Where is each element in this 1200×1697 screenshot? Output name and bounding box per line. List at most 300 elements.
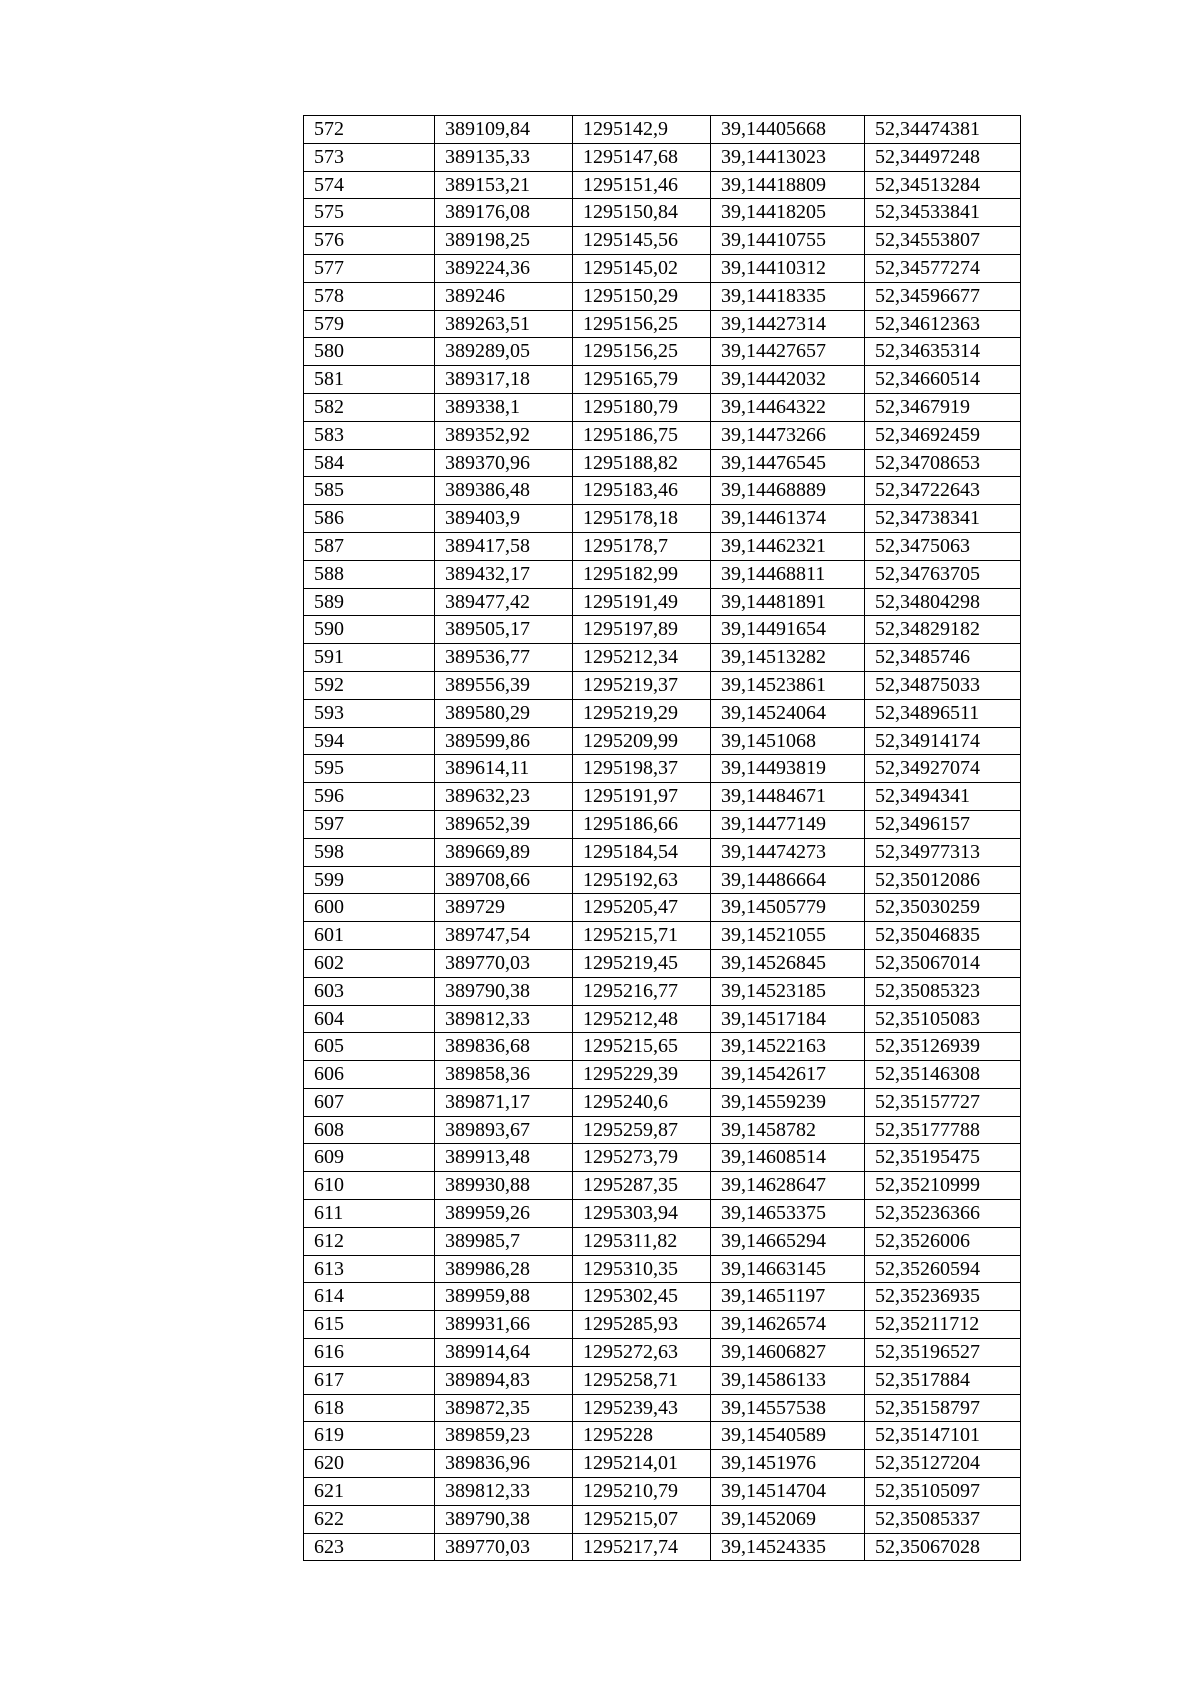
x-coordinate-cell: 389913,48 bbox=[435, 1144, 573, 1172]
x-coordinate-cell: 389135,33 bbox=[435, 143, 573, 171]
x-coordinate-cell: 389790,38 bbox=[435, 977, 573, 1005]
table-row bbox=[304, 1283, 1021, 1311]
point-number-cell: 588 bbox=[304, 560, 435, 588]
table-row bbox=[304, 227, 1021, 255]
x-coordinate-cell: 389403,9 bbox=[435, 505, 573, 533]
x-coordinate-cell: 389959,26 bbox=[435, 1200, 573, 1228]
x-coordinate-cell: 389959,88 bbox=[435, 1283, 573, 1311]
longitude-cell: 52,35067028 bbox=[865, 1533, 1021, 1561]
latitude-cell: 39,1452069 bbox=[711, 1505, 865, 1533]
longitude-cell: 52,34927074 bbox=[865, 755, 1021, 783]
latitude-cell: 39,14410755 bbox=[711, 227, 865, 255]
x-coordinate-cell: 389812,33 bbox=[435, 1478, 573, 1506]
latitude-cell: 39,14418809 bbox=[711, 171, 865, 199]
longitude-cell: 52,34660514 bbox=[865, 366, 1021, 394]
longitude-cell: 52,35105097 bbox=[865, 1478, 1021, 1506]
table-row bbox=[304, 1422, 1021, 1450]
y-coordinate-cell: 1295145,02 bbox=[573, 254, 711, 282]
latitude-cell: 39,14468889 bbox=[711, 477, 865, 505]
point-number-cell: 583 bbox=[304, 421, 435, 449]
latitude-cell: 39,14522163 bbox=[711, 1033, 865, 1061]
table-row bbox=[304, 755, 1021, 783]
longitude-cell: 52,35105083 bbox=[865, 1005, 1021, 1033]
coordinates-table-body bbox=[304, 116, 1021, 1561]
x-coordinate-cell: 389224,36 bbox=[435, 254, 573, 282]
x-coordinate-cell: 389930,88 bbox=[435, 1172, 573, 1200]
y-coordinate-cell: 1295156,25 bbox=[573, 338, 711, 366]
y-coordinate-cell: 1295212,34 bbox=[573, 644, 711, 672]
longitude-cell: 52,34914174 bbox=[865, 727, 1021, 755]
point-number-cell: 578 bbox=[304, 282, 435, 310]
y-coordinate-cell: 1295180,79 bbox=[573, 393, 711, 421]
table-row bbox=[304, 1061, 1021, 1089]
latitude-cell: 39,14653375 bbox=[711, 1200, 865, 1228]
x-coordinate-cell: 389986,28 bbox=[435, 1255, 573, 1283]
table-row bbox=[304, 977, 1021, 1005]
y-coordinate-cell: 1295219,37 bbox=[573, 671, 711, 699]
latitude-cell: 39,14526845 bbox=[711, 949, 865, 977]
longitude-cell: 52,34977313 bbox=[865, 838, 1021, 866]
x-coordinate-cell: 389580,29 bbox=[435, 699, 573, 727]
table-row bbox=[304, 616, 1021, 644]
y-coordinate-cell: 1295188,82 bbox=[573, 449, 711, 477]
longitude-cell: 52,35127204 bbox=[865, 1450, 1021, 1478]
table-row bbox=[304, 1033, 1021, 1061]
y-coordinate-cell: 1295210,79 bbox=[573, 1478, 711, 1506]
y-coordinate-cell: 1295285,93 bbox=[573, 1311, 711, 1339]
table-row bbox=[304, 894, 1021, 922]
point-number-cell: 591 bbox=[304, 644, 435, 672]
y-coordinate-cell: 1295287,35 bbox=[573, 1172, 711, 1200]
table-row bbox=[304, 1227, 1021, 1255]
x-coordinate-cell: 389790,38 bbox=[435, 1505, 573, 1533]
table-row bbox=[304, 810, 1021, 838]
latitude-cell: 39,14477149 bbox=[711, 810, 865, 838]
table-row bbox=[304, 671, 1021, 699]
table-row bbox=[304, 199, 1021, 227]
longitude-cell: 52,34763705 bbox=[865, 560, 1021, 588]
x-coordinate-cell: 389614,11 bbox=[435, 755, 573, 783]
x-coordinate-cell: 389386,48 bbox=[435, 477, 573, 505]
x-coordinate-cell: 389477,42 bbox=[435, 588, 573, 616]
table-row bbox=[304, 1144, 1021, 1172]
y-coordinate-cell: 1295215,65 bbox=[573, 1033, 711, 1061]
longitude-cell: 52,34612363 bbox=[865, 310, 1021, 338]
y-coordinate-cell: 1295191,49 bbox=[573, 588, 711, 616]
point-number-cell: 581 bbox=[304, 366, 435, 394]
longitude-cell: 52,3494341 bbox=[865, 783, 1021, 811]
longitude-cell: 52,34497248 bbox=[865, 143, 1021, 171]
longitude-cell: 52,35085323 bbox=[865, 977, 1021, 1005]
x-coordinate-cell: 389770,03 bbox=[435, 1533, 573, 1561]
longitude-cell: 52,34722643 bbox=[865, 477, 1021, 505]
longitude-cell: 52,3496157 bbox=[865, 810, 1021, 838]
point-number-cell: 610 bbox=[304, 1172, 435, 1200]
y-coordinate-cell: 1295183,46 bbox=[573, 477, 711, 505]
table-row bbox=[304, 171, 1021, 199]
table-row bbox=[304, 477, 1021, 505]
y-coordinate-cell: 1295259,87 bbox=[573, 1116, 711, 1144]
table-row bbox=[304, 143, 1021, 171]
y-coordinate-cell: 1295258,71 bbox=[573, 1366, 711, 1394]
y-coordinate-cell: 1295219,29 bbox=[573, 699, 711, 727]
longitude-cell: 52,35126939 bbox=[865, 1033, 1021, 1061]
point-number-cell: 609 bbox=[304, 1144, 435, 1172]
x-coordinate-cell: 389747,54 bbox=[435, 922, 573, 950]
longitude-cell: 52,35260594 bbox=[865, 1255, 1021, 1283]
x-coordinate-cell: 389770,03 bbox=[435, 949, 573, 977]
latitude-cell: 39,14474273 bbox=[711, 838, 865, 866]
point-number-cell: 619 bbox=[304, 1422, 435, 1450]
longitude-cell: 52,35067014 bbox=[865, 949, 1021, 977]
point-number-cell: 604 bbox=[304, 1005, 435, 1033]
point-number-cell: 592 bbox=[304, 671, 435, 699]
latitude-cell: 39,14468811 bbox=[711, 560, 865, 588]
x-coordinate-cell: 389931,66 bbox=[435, 1311, 573, 1339]
latitude-cell: 39,14493819 bbox=[711, 755, 865, 783]
table-row bbox=[304, 838, 1021, 866]
y-coordinate-cell: 1295178,18 bbox=[573, 505, 711, 533]
longitude-cell: 52,34829182 bbox=[865, 616, 1021, 644]
latitude-cell: 39,14461374 bbox=[711, 505, 865, 533]
latitude-cell: 39,14464322 bbox=[711, 393, 865, 421]
point-number-cell: 579 bbox=[304, 310, 435, 338]
longitude-cell: 52,35146308 bbox=[865, 1061, 1021, 1089]
table-row bbox=[304, 505, 1021, 533]
longitude-cell: 52,35177788 bbox=[865, 1116, 1021, 1144]
y-coordinate-cell: 1295272,63 bbox=[573, 1339, 711, 1367]
point-number-cell: 587 bbox=[304, 532, 435, 560]
point-number-cell: 622 bbox=[304, 1505, 435, 1533]
point-number-cell: 623 bbox=[304, 1533, 435, 1561]
y-coordinate-cell: 1295215,71 bbox=[573, 922, 711, 950]
table-row bbox=[304, 532, 1021, 560]
latitude-cell: 39,14476545 bbox=[711, 449, 865, 477]
latitude-cell: 39,14413023 bbox=[711, 143, 865, 171]
table-row bbox=[304, 449, 1021, 477]
point-number-cell: 589 bbox=[304, 588, 435, 616]
point-number-cell: 595 bbox=[304, 755, 435, 783]
point-number-cell: 590 bbox=[304, 616, 435, 644]
x-coordinate-cell: 389246 bbox=[435, 282, 573, 310]
x-coordinate-cell: 389317,18 bbox=[435, 366, 573, 394]
x-coordinate-cell: 389198,25 bbox=[435, 227, 573, 255]
latitude-cell: 39,14517184 bbox=[711, 1005, 865, 1033]
y-coordinate-cell: 1295217,74 bbox=[573, 1533, 711, 1561]
point-number-cell: 584 bbox=[304, 449, 435, 477]
point-number-cell: 620 bbox=[304, 1450, 435, 1478]
latitude-cell: 39,1451068 bbox=[711, 727, 865, 755]
table-row bbox=[304, 1200, 1021, 1228]
longitude-cell: 52,34533841 bbox=[865, 199, 1021, 227]
x-coordinate-cell: 389871,17 bbox=[435, 1088, 573, 1116]
x-coordinate-cell: 389708,66 bbox=[435, 866, 573, 894]
latitude-cell: 39,1451976 bbox=[711, 1450, 865, 1478]
point-number-cell: 573 bbox=[304, 143, 435, 171]
longitude-cell: 52,35012086 bbox=[865, 866, 1021, 894]
longitude-cell: 52,34708653 bbox=[865, 449, 1021, 477]
longitude-cell: 52,35157727 bbox=[865, 1088, 1021, 1116]
table-row bbox=[304, 1366, 1021, 1394]
point-number-cell: 598 bbox=[304, 838, 435, 866]
x-coordinate-cell: 389536,77 bbox=[435, 644, 573, 672]
longitude-cell: 52,35196527 bbox=[865, 1339, 1021, 1367]
latitude-cell: 39,14481891 bbox=[711, 588, 865, 616]
y-coordinate-cell: 1295145,56 bbox=[573, 227, 711, 255]
table-row bbox=[304, 1394, 1021, 1422]
table-row bbox=[304, 1116, 1021, 1144]
x-coordinate-cell: 389859,23 bbox=[435, 1422, 573, 1450]
latitude-cell: 39,14514704 bbox=[711, 1478, 865, 1506]
point-number-cell: 608 bbox=[304, 1116, 435, 1144]
y-coordinate-cell: 1295178,7 bbox=[573, 532, 711, 560]
latitude-cell: 39,14521055 bbox=[711, 922, 865, 950]
y-coordinate-cell: 1295219,45 bbox=[573, 949, 711, 977]
table-row bbox=[304, 366, 1021, 394]
table-row bbox=[304, 338, 1021, 366]
point-number-cell: 600 bbox=[304, 894, 435, 922]
table-row bbox=[304, 421, 1021, 449]
latitude-cell: 39,14427657 bbox=[711, 338, 865, 366]
y-coordinate-cell: 1295147,68 bbox=[573, 143, 711, 171]
y-coordinate-cell: 1295156,25 bbox=[573, 310, 711, 338]
point-number-cell: 603 bbox=[304, 977, 435, 1005]
x-coordinate-cell: 389289,05 bbox=[435, 338, 573, 366]
x-coordinate-cell: 389872,35 bbox=[435, 1394, 573, 1422]
x-coordinate-cell: 389893,67 bbox=[435, 1116, 573, 1144]
table-row bbox=[304, 949, 1021, 977]
table-row bbox=[304, 699, 1021, 727]
x-coordinate-cell: 389812,33 bbox=[435, 1005, 573, 1033]
y-coordinate-cell: 1295240,6 bbox=[573, 1088, 711, 1116]
latitude-cell: 39,14427314 bbox=[711, 310, 865, 338]
table-row bbox=[304, 644, 1021, 672]
latitude-cell: 39,14559239 bbox=[711, 1088, 865, 1116]
x-coordinate-cell: 389858,36 bbox=[435, 1061, 573, 1089]
table-row bbox=[304, 1172, 1021, 1200]
latitude-cell: 39,14486664 bbox=[711, 866, 865, 894]
point-number-cell: 575 bbox=[304, 199, 435, 227]
x-coordinate-cell: 389505,17 bbox=[435, 616, 573, 644]
table-row bbox=[304, 1533, 1021, 1561]
y-coordinate-cell: 1295186,66 bbox=[573, 810, 711, 838]
latitude-cell: 39,14410312 bbox=[711, 254, 865, 282]
y-coordinate-cell: 1295216,77 bbox=[573, 977, 711, 1005]
longitude-cell: 52,35147101 bbox=[865, 1422, 1021, 1450]
latitude-cell: 39,14606827 bbox=[711, 1339, 865, 1367]
y-coordinate-cell: 1295151,46 bbox=[573, 171, 711, 199]
x-coordinate-cell: 389432,17 bbox=[435, 560, 573, 588]
latitude-cell: 39,14462321 bbox=[711, 532, 865, 560]
point-number-cell: 574 bbox=[304, 171, 435, 199]
x-coordinate-cell: 389599,86 bbox=[435, 727, 573, 755]
point-number-cell: 618 bbox=[304, 1394, 435, 1422]
latitude-cell: 39,14523185 bbox=[711, 977, 865, 1005]
table-row bbox=[304, 1255, 1021, 1283]
y-coordinate-cell: 1295310,35 bbox=[573, 1255, 711, 1283]
y-coordinate-cell: 1295184,54 bbox=[573, 838, 711, 866]
latitude-cell: 39,14442032 bbox=[711, 366, 865, 394]
latitude-cell: 39,14473266 bbox=[711, 421, 865, 449]
point-number-cell: 605 bbox=[304, 1033, 435, 1061]
point-number-cell: 602 bbox=[304, 949, 435, 977]
y-coordinate-cell: 1295142,9 bbox=[573, 116, 711, 144]
point-number-cell: 617 bbox=[304, 1366, 435, 1394]
table-row bbox=[304, 783, 1021, 811]
point-number-cell: 599 bbox=[304, 866, 435, 894]
y-coordinate-cell: 1295165,79 bbox=[573, 366, 711, 394]
table-row bbox=[304, 1005, 1021, 1033]
y-coordinate-cell: 1295191,97 bbox=[573, 783, 711, 811]
longitude-cell: 52,34596677 bbox=[865, 282, 1021, 310]
longitude-cell: 52,34738341 bbox=[865, 505, 1021, 533]
table-row bbox=[304, 727, 1021, 755]
point-number-cell: 607 bbox=[304, 1088, 435, 1116]
point-number-cell: 621 bbox=[304, 1478, 435, 1506]
point-number-cell: 612 bbox=[304, 1227, 435, 1255]
longitude-cell: 52,35030259 bbox=[865, 894, 1021, 922]
point-number-cell: 580 bbox=[304, 338, 435, 366]
table-row bbox=[304, 922, 1021, 950]
y-coordinate-cell: 1295273,79 bbox=[573, 1144, 711, 1172]
longitude-cell: 52,34553807 bbox=[865, 227, 1021, 255]
table-row bbox=[304, 1339, 1021, 1367]
latitude-cell: 39,14665294 bbox=[711, 1227, 865, 1255]
point-number-cell: 585 bbox=[304, 477, 435, 505]
table-row bbox=[304, 1088, 1021, 1116]
longitude-cell: 52,35236366 bbox=[865, 1200, 1021, 1228]
table-row bbox=[304, 588, 1021, 616]
y-coordinate-cell: 1295311,82 bbox=[573, 1227, 711, 1255]
longitude-cell: 52,34896511 bbox=[865, 699, 1021, 727]
y-coordinate-cell: 1295228 bbox=[573, 1422, 711, 1450]
point-number-cell: 593 bbox=[304, 699, 435, 727]
latitude-cell: 39,14557538 bbox=[711, 1394, 865, 1422]
x-coordinate-cell: 389836,68 bbox=[435, 1033, 573, 1061]
x-coordinate-cell: 389729 bbox=[435, 894, 573, 922]
y-coordinate-cell: 1295182,99 bbox=[573, 560, 711, 588]
table-row bbox=[304, 116, 1021, 144]
table-row bbox=[304, 1505, 1021, 1533]
longitude-cell: 52,34474381 bbox=[865, 116, 1021, 144]
point-number-cell: 572 bbox=[304, 116, 435, 144]
x-coordinate-cell: 389836,96 bbox=[435, 1450, 573, 1478]
longitude-cell: 52,35195475 bbox=[865, 1144, 1021, 1172]
point-number-cell: 616 bbox=[304, 1339, 435, 1367]
x-coordinate-cell: 389153,21 bbox=[435, 171, 573, 199]
latitude-cell: 39,14505779 bbox=[711, 894, 865, 922]
longitude-cell: 52,34875033 bbox=[865, 671, 1021, 699]
table-row bbox=[304, 393, 1021, 421]
x-coordinate-cell: 389338,1 bbox=[435, 393, 573, 421]
point-number-cell: 577 bbox=[304, 254, 435, 282]
latitude-cell: 39,14418335 bbox=[711, 282, 865, 310]
y-coordinate-cell: 1295229,39 bbox=[573, 1061, 711, 1089]
table-row bbox=[304, 310, 1021, 338]
table-row bbox=[304, 560, 1021, 588]
longitude-cell: 52,34635314 bbox=[865, 338, 1021, 366]
longitude-cell: 52,35211712 bbox=[865, 1311, 1021, 1339]
longitude-cell: 52,35236935 bbox=[865, 1283, 1021, 1311]
y-coordinate-cell: 1295302,45 bbox=[573, 1283, 711, 1311]
point-number-cell: 601 bbox=[304, 922, 435, 950]
y-coordinate-cell: 1295214,01 bbox=[573, 1450, 711, 1478]
longitude-cell: 52,3526006 bbox=[865, 1227, 1021, 1255]
x-coordinate-cell: 389352,92 bbox=[435, 421, 573, 449]
x-coordinate-cell: 389985,7 bbox=[435, 1227, 573, 1255]
y-coordinate-cell: 1295303,94 bbox=[573, 1200, 711, 1228]
latitude-cell: 39,14542617 bbox=[711, 1061, 865, 1089]
latitude-cell: 39,14513282 bbox=[711, 644, 865, 672]
longitude-cell: 52,34692459 bbox=[865, 421, 1021, 449]
point-number-cell: 594 bbox=[304, 727, 435, 755]
longitude-cell: 52,35210999 bbox=[865, 1172, 1021, 1200]
point-number-cell: 586 bbox=[304, 505, 435, 533]
x-coordinate-cell: 389263,51 bbox=[435, 310, 573, 338]
longitude-cell: 52,34804298 bbox=[865, 588, 1021, 616]
x-coordinate-cell: 389914,64 bbox=[435, 1339, 573, 1367]
longitude-cell: 52,35085337 bbox=[865, 1505, 1021, 1533]
x-coordinate-cell: 389652,39 bbox=[435, 810, 573, 838]
x-coordinate-cell: 389370,96 bbox=[435, 449, 573, 477]
latitude-cell: 39,14626574 bbox=[711, 1311, 865, 1339]
coordinates-table bbox=[303, 115, 1021, 1561]
point-number-cell: 576 bbox=[304, 227, 435, 255]
x-coordinate-cell: 389109,84 bbox=[435, 116, 573, 144]
point-number-cell: 606 bbox=[304, 1061, 435, 1089]
table-row bbox=[304, 1311, 1021, 1339]
latitude-cell: 39,14608514 bbox=[711, 1144, 865, 1172]
y-coordinate-cell: 1295150,29 bbox=[573, 282, 711, 310]
longitude-cell: 52,34513284 bbox=[865, 171, 1021, 199]
longitude-cell: 52,34577274 bbox=[865, 254, 1021, 282]
latitude-cell: 39,14523861 bbox=[711, 671, 865, 699]
longitude-cell: 52,3485746 bbox=[865, 644, 1021, 672]
latitude-cell: 39,14524064 bbox=[711, 699, 865, 727]
y-coordinate-cell: 1295150,84 bbox=[573, 199, 711, 227]
point-number-cell: 582 bbox=[304, 393, 435, 421]
y-coordinate-cell: 1295209,99 bbox=[573, 727, 711, 755]
table-row bbox=[304, 282, 1021, 310]
longitude-cell: 52,3467919 bbox=[865, 393, 1021, 421]
table-row bbox=[304, 1478, 1021, 1506]
longitude-cell: 52,3517884 bbox=[865, 1366, 1021, 1394]
point-number-cell: 614 bbox=[304, 1283, 435, 1311]
y-coordinate-cell: 1295205,47 bbox=[573, 894, 711, 922]
latitude-cell: 39,14405668 bbox=[711, 116, 865, 144]
latitude-cell: 39,14540589 bbox=[711, 1422, 865, 1450]
y-coordinate-cell: 1295212,48 bbox=[573, 1005, 711, 1033]
x-coordinate-cell: 389417,58 bbox=[435, 532, 573, 560]
x-coordinate-cell: 389176,08 bbox=[435, 199, 573, 227]
x-coordinate-cell: 389632,23 bbox=[435, 783, 573, 811]
latitude-cell: 39,14651197 bbox=[711, 1283, 865, 1311]
y-coordinate-cell: 1295239,43 bbox=[573, 1394, 711, 1422]
latitude-cell: 39,1458782 bbox=[711, 1116, 865, 1144]
y-coordinate-cell: 1295197,89 bbox=[573, 616, 711, 644]
x-coordinate-cell: 389894,83 bbox=[435, 1366, 573, 1394]
table-row bbox=[304, 254, 1021, 282]
y-coordinate-cell: 1295186,75 bbox=[573, 421, 711, 449]
latitude-cell: 39,14628647 bbox=[711, 1172, 865, 1200]
table-row bbox=[304, 866, 1021, 894]
latitude-cell: 39,14484671 bbox=[711, 783, 865, 811]
y-coordinate-cell: 1295215,07 bbox=[573, 1505, 711, 1533]
x-coordinate-cell: 389669,89 bbox=[435, 838, 573, 866]
point-number-cell: 597 bbox=[304, 810, 435, 838]
y-coordinate-cell: 1295198,37 bbox=[573, 755, 711, 783]
x-coordinate-cell: 389556,39 bbox=[435, 671, 573, 699]
